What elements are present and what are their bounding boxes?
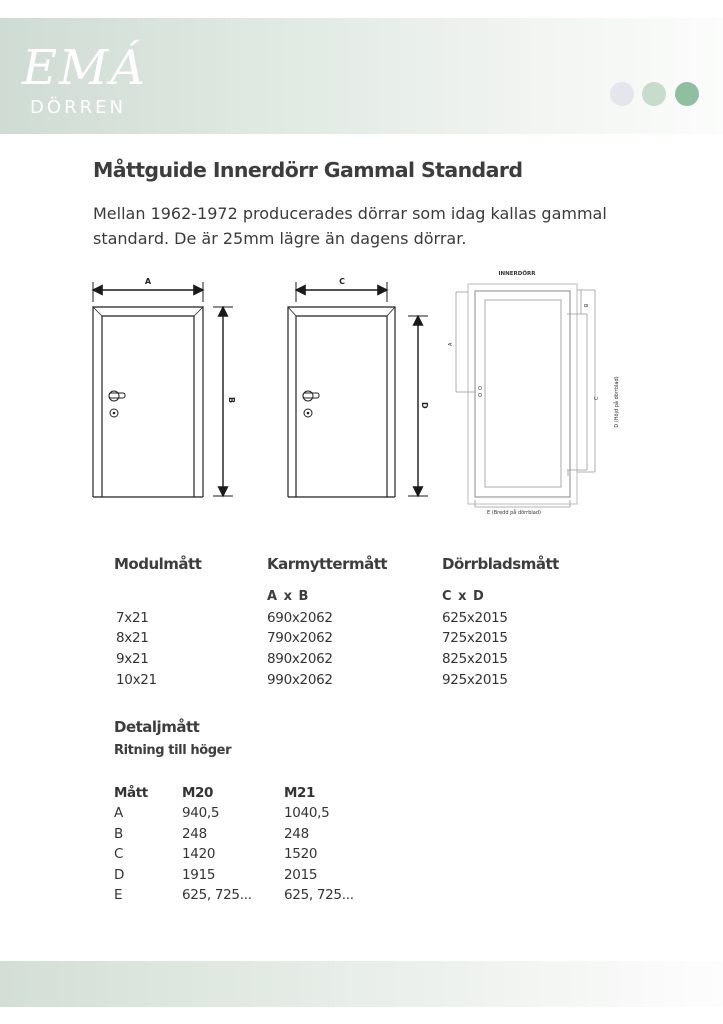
logo-subtitle: DÖRREN <box>30 97 126 118</box>
dim-label-c: C <box>339 277 345 286</box>
detail-cell-key: C <box>114 846 124 862</box>
detail-header-matt: Mått <box>114 785 148 801</box>
detail-cell-m20: 1915 <box>182 867 216 883</box>
detail-cell-m20: 248 <box>182 826 207 842</box>
cell-module: 9x21 <box>116 651 149 667</box>
cell-frame: 890x2062 <box>267 651 333 667</box>
detail-header-m20: M20 <box>182 785 214 801</box>
dim-label-a: A <box>144 277 152 286</box>
tech-label-a: A <box>448 342 454 346</box>
logo-wordmark: EMÁ <box>22 40 147 96</box>
detail-cell-key: E <box>114 887 123 903</box>
cell-leaf: 625x2015 <box>442 610 508 626</box>
door-diagram-frame <box>93 277 236 497</box>
cell-module: 7x21 <box>116 610 149 626</box>
cell-module: 10x21 <box>116 672 157 688</box>
col-header-leaf: Dörrbladsmått <box>442 555 559 573</box>
detail-subtitle: Ritning till höger <box>114 743 232 758</box>
cell-leaf: 925x2015 <box>442 672 508 688</box>
cell-module: 8x21 <box>116 630 149 646</box>
detail-title: Detaljmått <box>114 718 200 736</box>
detail-cell-m20: 940,5 <box>182 805 220 821</box>
tech-label-b: B <box>582 304 588 308</box>
decorative-dot-light-green <box>642 82 666 106</box>
cell-frame: 990x2062 <box>267 672 333 688</box>
decorative-dot-gray <box>610 82 634 106</box>
cell-leaf: 825x2015 <box>442 651 508 667</box>
page-title: Måttguide Innerdörr Gammal Standard <box>93 158 523 182</box>
detail-header-m21: M21 <box>284 785 316 801</box>
detail-cell-m21: 248 <box>284 826 309 842</box>
door-diagrams <box>80 262 640 527</box>
dim-label-b: B <box>227 397 236 404</box>
detail-cell-m21: 1520 <box>284 846 318 862</box>
detail-cell-key: D <box>114 867 125 883</box>
detail-cell-m21: 1040,5 <box>284 805 330 821</box>
detail-cell-m21: 2015 <box>284 867 318 883</box>
decorative-dot-green <box>675 82 699 106</box>
cell-frame: 690x2062 <box>267 610 333 626</box>
subheader-a-x-b: A x B <box>267 589 310 604</box>
detail-cell-m20: 1420 <box>182 846 216 862</box>
header-banner <box>0 18 723 134</box>
cell-frame: 790x2062 <box>267 630 333 646</box>
detail-cell-key: A <box>114 805 123 821</box>
col-header-module: Modulmått <box>114 555 202 573</box>
cell-leaf: 725x2015 <box>442 630 508 646</box>
detail-cell-m20: 625, 725... <box>182 887 252 903</box>
tech-title: INNERDÖRR <box>498 271 536 277</box>
technical-drawing <box>448 270 620 516</box>
tech-label-d: D (Höjd på dörrblad) <box>614 376 620 428</box>
brand-logo[interactable] <box>22 40 147 130</box>
footer-banner <box>0 961 723 1007</box>
tech-label-c: C <box>594 396 600 400</box>
dim-label-d: D <box>420 402 429 409</box>
intro-paragraph: Mellan 1962-1972 producerades dörrar som idag kallas gammal standard. De är 25mm lägre än dagens dörrar. <box>93 204 607 248</box>
detail-cell-key: B <box>114 826 123 842</box>
col-header-frame: Karmyttermått <box>267 555 388 573</box>
detail-cell-m21: 625, 725... <box>284 887 354 903</box>
subheader-c-x-d: C x D <box>442 589 485 604</box>
door-diagram-leaf <box>288 277 429 497</box>
tech-label-e: E (Bredd på dörrblad) <box>487 510 541 516</box>
